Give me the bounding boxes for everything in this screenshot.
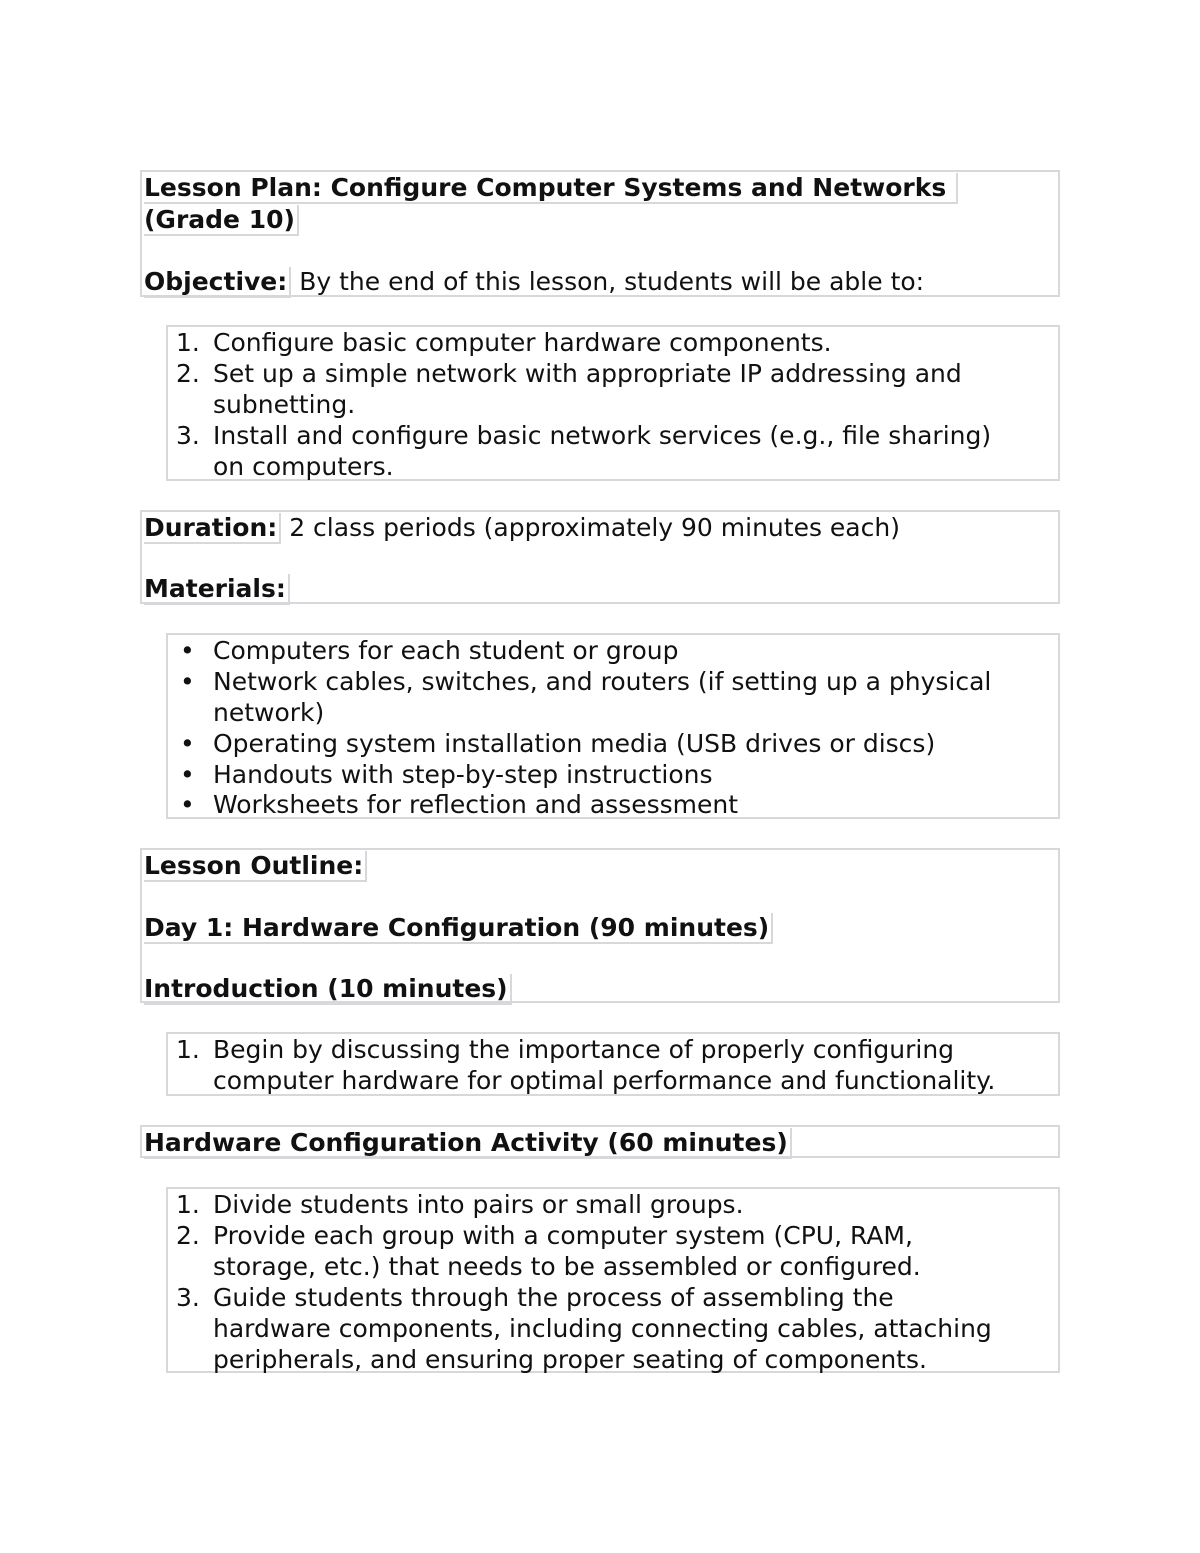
activity-item-number: 1. (176, 1190, 200, 1219)
objective-item-number: 2. (176, 359, 200, 388)
day1-heading: Day 1: Hardware Configuration (90 minutes) (144, 913, 773, 944)
lesson-outline-heading: Lesson Outline: (144, 851, 367, 882)
duration-text: 2 class periods (approximately 90 minutes each) (289, 513, 900, 542)
objective-item-text: Configure basic computer hardware components. (213, 328, 832, 357)
objective-item-text: Install and configure basic network services (e.g., file sharing) (213, 421, 992, 450)
materials-list (166, 633, 1060, 819)
activity-heading: Hardware Configuration Activity (60 minutes) (144, 1128, 792, 1159)
objectives-list (166, 325, 1060, 481)
activity-item-text: peripherals, and ensuring proper seating of components. (213, 1345, 927, 1374)
activity-heading-block (140, 1125, 1060, 1158)
title-block (140, 170, 1060, 297)
objective-label: Objective: (144, 267, 291, 298)
materials-item: network) (213, 698, 325, 727)
objective-text: By the end of this lesson, students will be able to: (299, 267, 925, 296)
materials-label: Materials: (144, 574, 290, 605)
intro-item-text: computer hardware for optimal performance and functionality. (213, 1066, 996, 1095)
intro-item-number: 1. (176, 1035, 200, 1064)
objective-item-text: on computers. (213, 452, 394, 481)
bullet-icon: • (180, 729, 195, 758)
objective-item-text: subnetting. (213, 390, 356, 419)
bullet-icon: • (180, 790, 195, 819)
activity-item-number: 2. (176, 1221, 200, 1250)
outline-block (140, 848, 1060, 1003)
materials-item: Network cables, switches, and routers (if setting up a physical (213, 667, 992, 696)
materials-item: Handouts with step-by-step instructions (213, 760, 713, 789)
objective-item-number: 3. (176, 421, 200, 450)
bullet-icon: • (180, 667, 195, 696)
objective-item-text: Set up a simple network with appropriate IP addressing and (213, 359, 962, 388)
materials-item: Operating system installation media (USB drives or discs) (213, 729, 936, 758)
materials-item: Worksheets for reflection and assessment (213, 790, 739, 819)
activity-item-text: storage, etc.) that needs to be assembled or configured. (213, 1252, 921, 1281)
bullet-icon: • (180, 760, 195, 789)
duration-block (140, 510, 1060, 604)
activity-item-number: 3. (176, 1283, 200, 1312)
intro-item-text: Begin by discussing the importance of properly configuring (213, 1035, 955, 1064)
activity-item-text: Provide each group with a computer system (CPU, RAM, (213, 1221, 913, 1250)
objective-item-number: 1. (176, 328, 200, 357)
introduction-list (166, 1032, 1060, 1096)
activity-item-text: Divide students into pairs or small groups. (213, 1190, 744, 1219)
introduction-heading: Introduction (10 minutes) (144, 974, 512, 1005)
activity-list (166, 1187, 1060, 1373)
activity-item-text: hardware components, including connecting cables, attaching (213, 1314, 992, 1343)
activity-item-text: Guide students through the process of assembling the (213, 1283, 894, 1312)
materials-item: Computers for each student or group (213, 636, 679, 665)
lesson-title-line-2: (Grade 10) (144, 205, 299, 236)
bullet-icon: • (180, 636, 195, 665)
duration-label: Duration: (144, 513, 281, 544)
lesson-title-line-1: Lesson Plan: Configure Computer Systems and Networks (144, 173, 958, 204)
